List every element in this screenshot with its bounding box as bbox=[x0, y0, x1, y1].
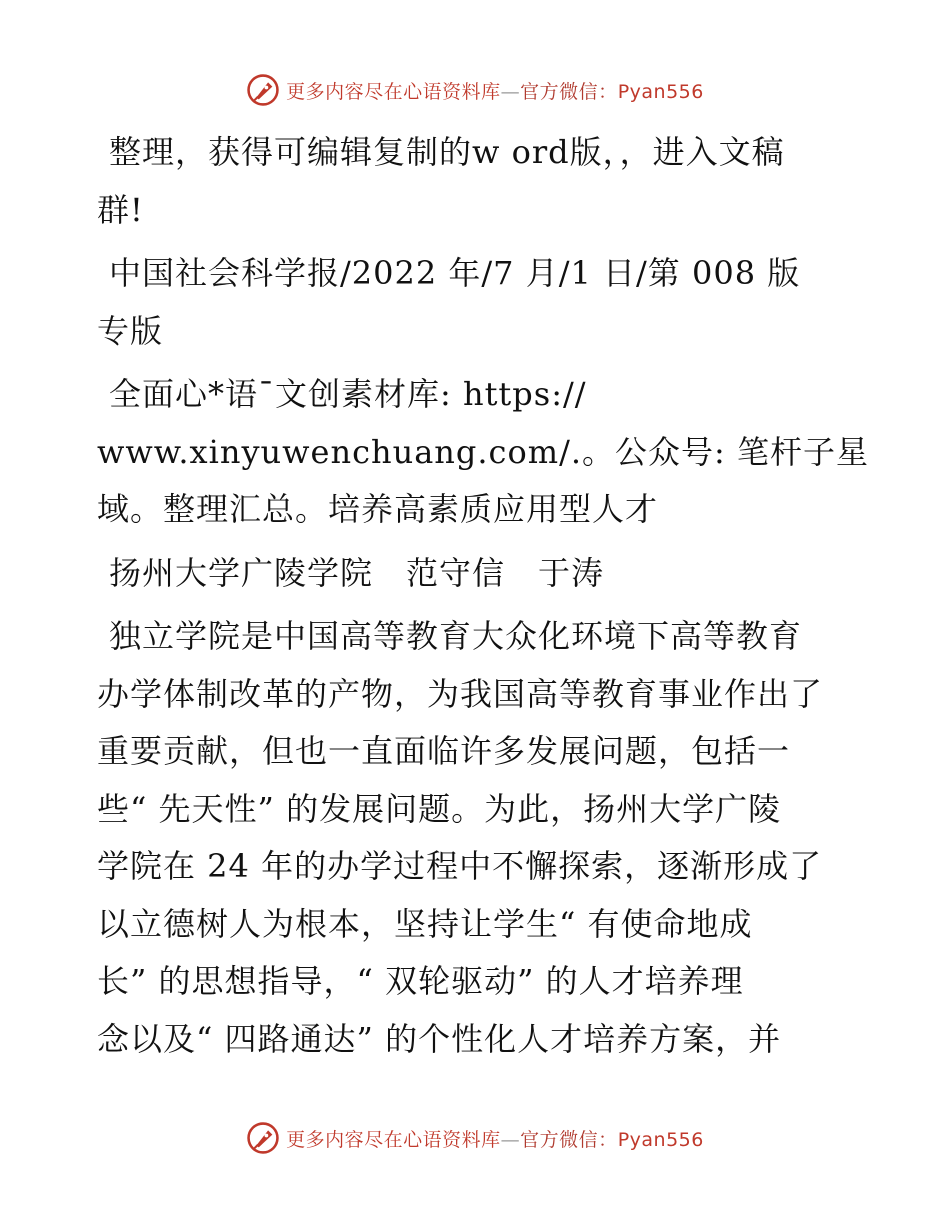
watermark-text bbox=[286, 77, 704, 104]
pen-nib-logo-icon bbox=[246, 73, 280, 107]
text-line: 长” 的思想指导，“ 双轮驱动” 的人才培养理 bbox=[97, 962, 744, 1000]
body-paragraph bbox=[97, 608, 857, 1068]
authors-paragraph bbox=[97, 545, 857, 603]
intro-note-paragraph bbox=[97, 124, 857, 239]
text-line: 专版 bbox=[97, 311, 164, 350]
text-line: 些“ 先天性” 的发展问题。为此，扬州大学广陵 bbox=[97, 789, 782, 828]
text-line: 整理，获得可编辑复制的w ord版，，进入文稿 bbox=[109, 133, 785, 171]
text-line: 域。整理汇总。培养高素质应用型人才 bbox=[97, 490, 659, 528]
watermark-text bbox=[286, 1125, 704, 1152]
pen-nib-logo-icon bbox=[246, 1121, 280, 1155]
header-watermark-banner bbox=[0, 70, 950, 110]
document-body bbox=[97, 124, 869, 1074]
library-note-paragraph bbox=[97, 366, 869, 539]
text-line: www.xinyuwenchuang.com/.。公众号: 笔杆子星 bbox=[97, 432, 869, 471]
text-line: 办学体制改革的产物，为我国高等教育事业作出了 bbox=[97, 674, 824, 713]
source-paragraph bbox=[97, 245, 857, 360]
text-line: 全面心*语¯文创素材库: https:// bbox=[109, 375, 587, 413]
text-line: 以立德树人为根本，坚持让学生“ 有使命地成 bbox=[97, 904, 753, 943]
watermark-separator: — bbox=[500, 1128, 521, 1151]
text-line: 独立学院是中国高等教育大众化环境下高等教育 bbox=[109, 617, 803, 655]
text-line: 群! bbox=[97, 190, 144, 229]
watermark-sub-text: 官方微信： bbox=[520, 80, 618, 103]
watermark-account-id: Pyan556 bbox=[617, 80, 704, 103]
watermark-separator: — bbox=[500, 80, 521, 103]
footer-watermark-banner bbox=[0, 1118, 950, 1158]
watermark-account-id: Pyan556 bbox=[617, 1128, 704, 1151]
text-line: 学院在 24 年的办学过程中不懈探索，逐渐形成了 bbox=[97, 847, 823, 885]
text-line: 扬州大学广陵学院 范守信 于涛 bbox=[109, 553, 605, 592]
text-line: 念以及“ 四路通达” 的个性化人才培养方案，并 bbox=[97, 1019, 782, 1058]
watermark-sub-text: 官方微信： bbox=[520, 1128, 618, 1151]
text-line: 重要贡献，但也一直面临许多发展问题，包括一 bbox=[97, 732, 791, 770]
text-line: 中国社会科学报/2022 年/7 月/1 日/第 008 版 bbox=[109, 254, 801, 292]
watermark-main-text: 更多内容尽在心语资料库 bbox=[286, 80, 501, 103]
watermark-main-text: 更多内容尽在心语资料库 bbox=[286, 1128, 501, 1151]
